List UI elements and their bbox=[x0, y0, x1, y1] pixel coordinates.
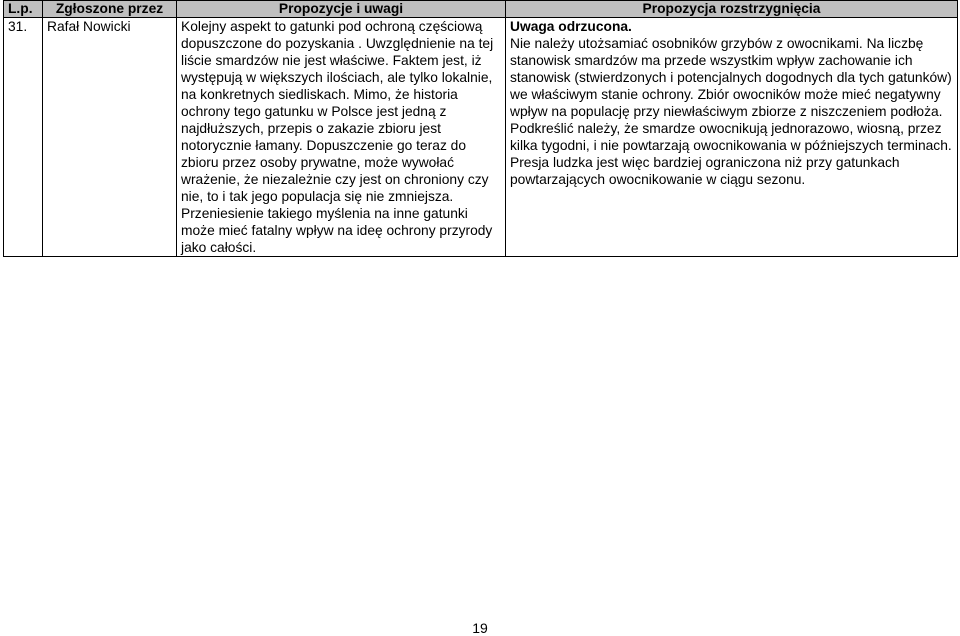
header-submitter: Zgłoszone przez bbox=[43, 1, 177, 18]
header-lp: L.p. bbox=[4, 1, 43, 18]
row-submitter: Rafał Nowicki bbox=[43, 18, 177, 257]
header-resolution: Propozycja rozstrzygnięcia bbox=[506, 1, 958, 18]
page-number: 19 bbox=[472, 620, 488, 636]
row-proposal: Kolejny aspekt to gatunki pod ochroną częściową dopuszczone do pozyskania . Uwzględnienie na tej liście smardzów nie jest właściwe. Faktem jest, iż występują w większych ilościach, ale tylko lokalnie, na konkretnych siedliskach. Mimo, że historia ochrony tego gatunku w Polsce jest jedną z najdłuższych, przepis o zakazie zbioru jest notorycznie łamany. Dopuszczenie go teraz do zbioru przez osoby prywatne, może wywołać wrażenie, że niezależnie czy jest on chroniony czy nie, to i tak jego populacja się nie zmniejsza. Przeniesienie takiego myślenia na inne gatunki może mieć fatalny wpływ na ideę ochrony przyrody jako całości. bbox=[177, 18, 506, 257]
row-resolution bbox=[506, 18, 958, 257]
row-lp: 31. bbox=[4, 18, 43, 257]
resolution-decision: Uwaga odrzucona. bbox=[510, 19, 632, 34]
header-proposals: Propozycje i uwagi bbox=[177, 1, 506, 18]
comments-table bbox=[3, 0, 958, 257]
table-row bbox=[4, 18, 958, 257]
resolution-justification: Nie należy utożsamiać osobników grzybów z owocnikami. Na liczbę stanowisk smardzów ma przede wszystkim wpływ zachowanie ich stanowisk (stwierdzonych i potencjalnych dogodnych dla tych gatunków) we właściwym stanie ochrony. Zbiór owocników może mieć negatywny wpływ na populację przy niewłaściwym zbiorze z niszczeniem podłoża. Podkreślić należy, że smardze owocnikują jednorazowo, wiosną, przez kilka tygodni, i nie powtarzają owocnikowania w późniejszych terminach. Presja ludzka jest więc bardziej ograniczona niż przy gatunkach powtarzających owocnikowanie w ciągu sezonu. bbox=[510, 36, 952, 187]
table-header-row bbox=[4, 1, 958, 18]
